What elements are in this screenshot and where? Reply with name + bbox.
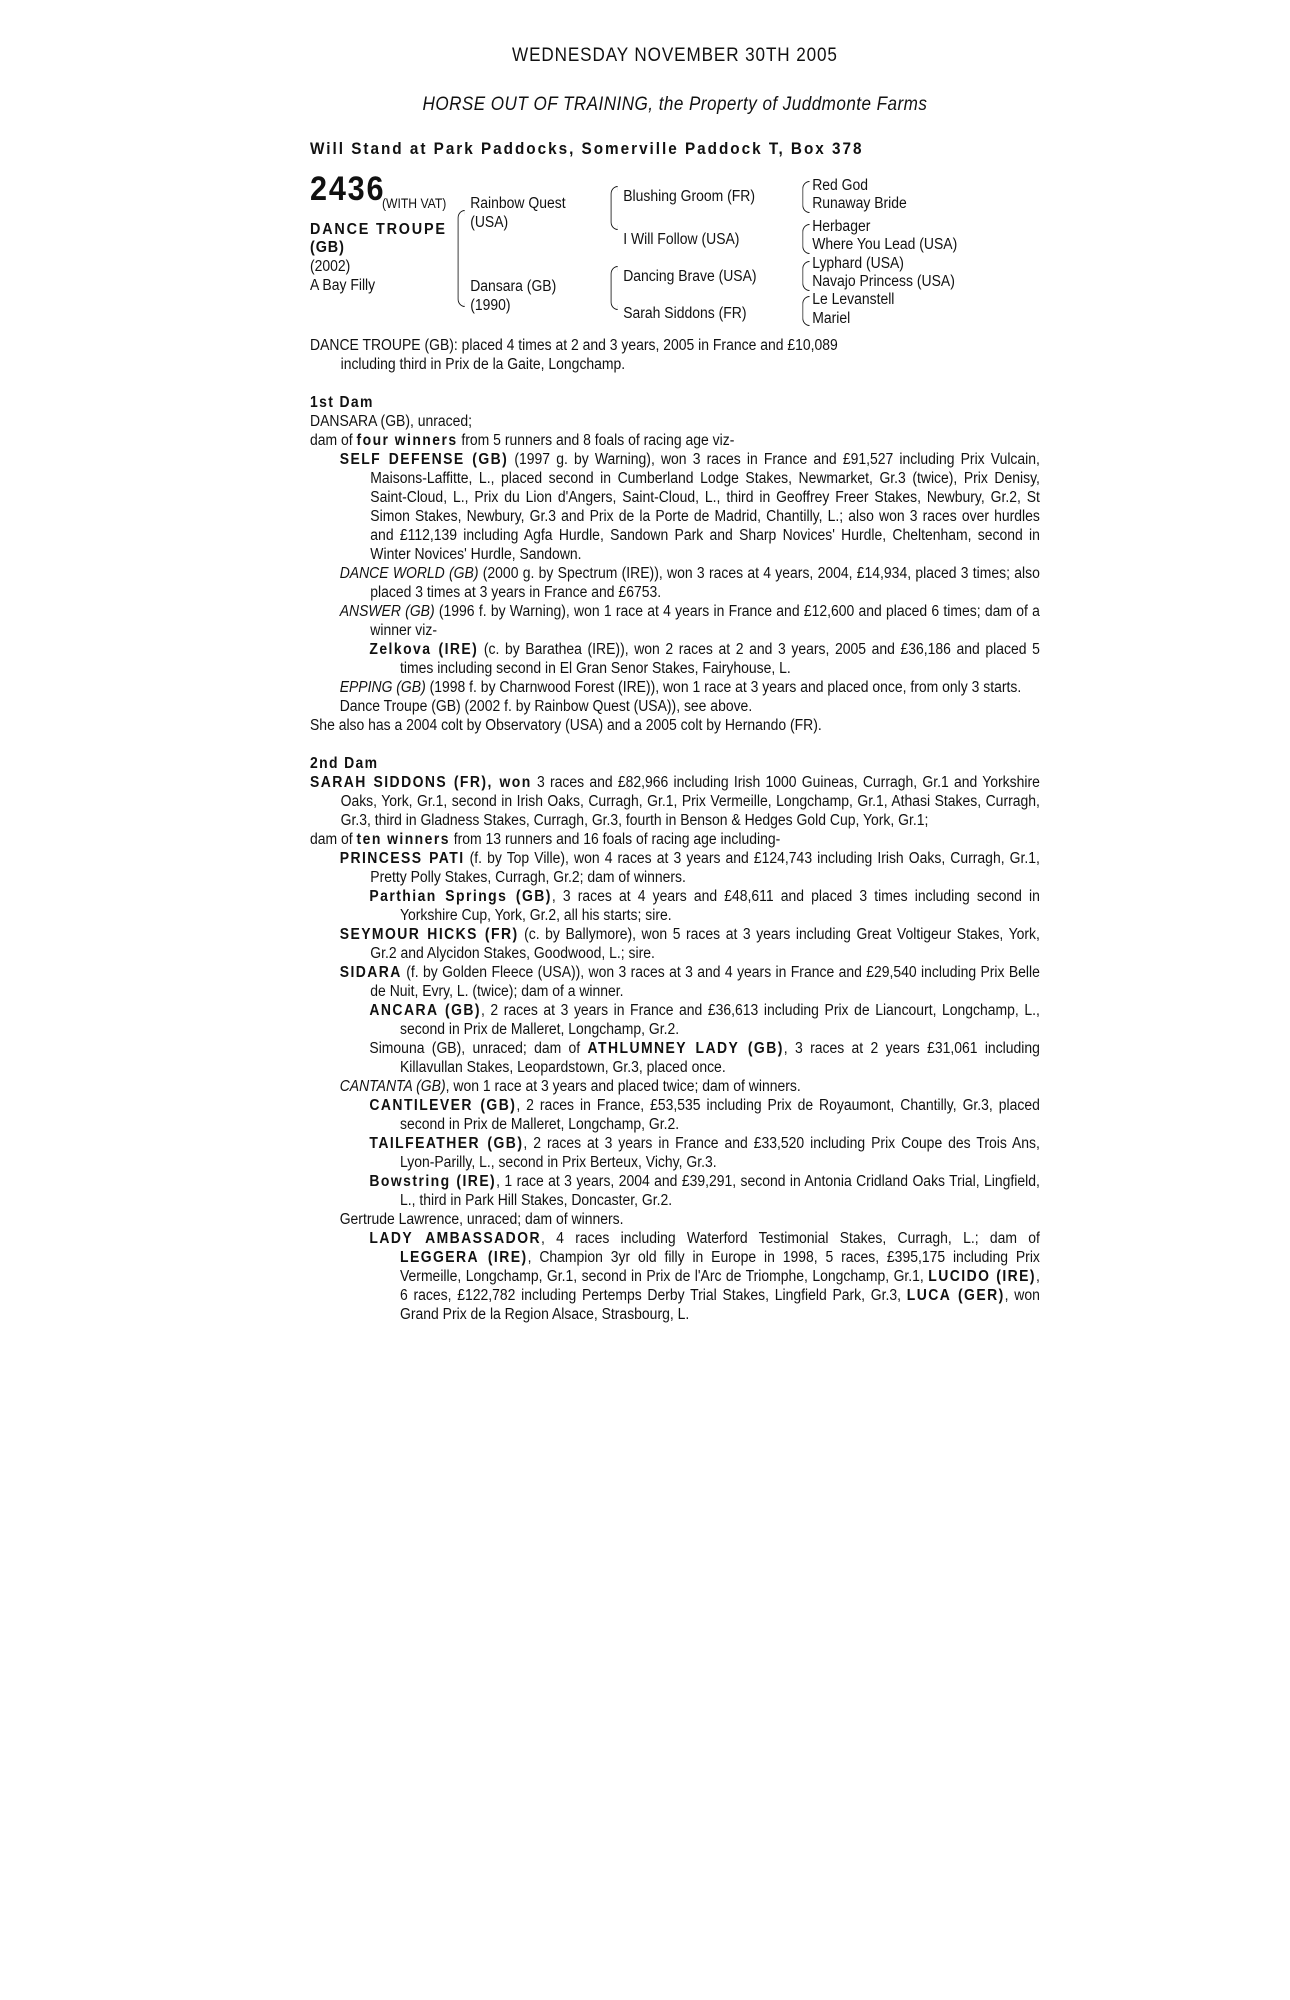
horse-year: (2002): [310, 258, 351, 275]
pedigree-brace-main: [458, 210, 465, 307]
pedigree-sire-sire: Blushing Groom (FR): [623, 188, 755, 205]
pedigree-sire: Rainbow Quest: [470, 195, 566, 212]
sale-date: WEDNESDAY NOVEMBER 30TH 2005: [512, 45, 838, 66]
pedigree-dds: Le Levanstell: [812, 291, 895, 308]
produce-bowstring: Bowstring (IRE), 1 race at 3 years, 2004 and £39,291, second in Antonia Cridland Oaks Trial, Lingfield, L., third in Park Hill Stakes, Doncaster, Gr.2.: [369, 1173, 1040, 1209]
produce-cantanta: CANTANTA (GB), won 1 race at 3 years and placed twice; dam of winners.: [339, 1078, 801, 1095]
produce-lady-ambassador: LADY AMBASSADOR, 4 races including Waterford Testimonial Stakes, Curragh, L.; dam of LEGGERA (IRE), Champion 3yr old filly in Europe in 1998, 5 races, £395,175 including Prix Vermeille, Longchamp, Gr.1, second in Prix de l'Arc de Triomphe, Longchamp, Gr.1, LUCIDO (IRE), 6 races, £122,782 including Pertemps Derby Trial Stakes, Lingfield Park, Gr.3, LUCA (GER), won Grand Prix de la Region Alsace, Strasbourg, L.: [369, 1230, 1040, 1323]
pedigree-dam-dam: Sarah Siddons (FR): [623, 305, 747, 322]
pedigree-dsd: Navajo Princess (USA): [812, 273, 955, 290]
produce-cantilever: CANTILEVER (GB), 2 races in France, £53,535 including Prix de Royaumont, Chantilly, Gr.3, placed second in Prix de Malleret, Longchamp, Gr.2.: [369, 1097, 1040, 1133]
produce-simouna: Simouna (GB), unraced; dam of ATHLUMNEY LADY (GB), 3 races at 2 years £31,061 including Killavullan Stakes, Leopardstown, Gr.3, placed once.: [369, 1040, 1040, 1076]
pedigree-brace-dam: [611, 266, 618, 310]
summary-line1: DANCE TROUPE (GB): placed 4 times at 2 and 3 years, 2005 in France and £10,089: [310, 337, 838, 354]
pedigree-brace-ds: [802, 261, 809, 291]
pedigree-dam-year: (1990): [470, 297, 511, 314]
pedigree-brace-sd: [802, 224, 809, 254]
pedigree-brace-dd: [802, 296, 809, 326]
catalogue-text: [310, 336, 1040, 1324]
pedigree-brace-ss: [802, 181, 809, 213]
produce-gertrude-lawrence: Gertrude Lawrence, unraced; dam of winners.: [339, 1211, 624, 1228]
horse-description: A Bay Filly: [310, 277, 376, 294]
first-dam-also: She also has a 2004 colt by Observatory (USA) and a 2005 colt by Hernando (FR).: [310, 717, 822, 734]
lot-vat: (WITH VAT): [382, 196, 447, 211]
sale-subtitle: HORSE OUT OF TRAINING, the Property of Juddmonte Farms: [422, 94, 928, 115]
first-dam-intro: DANSARA (GB), unraced;: [310, 413, 473, 430]
first-dam-produce: dam of four winners from 5 runners and 8 foals of racing age viz-: [310, 432, 735, 449]
pedigree-sss: Red God: [812, 177, 869, 194]
pedigree-sire-country: (USA): [470, 214, 509, 231]
pedigree-sdd: Where You Lead (USA): [812, 236, 958, 253]
pedigree-ssd: Runaway Bride: [812, 195, 907, 212]
pedigree-dam: Dansara (GB): [470, 278, 557, 295]
summary-line2: including third in Prix de la Gaite, Longchamp.: [340, 356, 626, 373]
stand-location: Will Stand at Park Paddocks, Somerville Paddock T, Box 378: [310, 139, 864, 158]
first-dam-heading: 1st Dam: [310, 394, 374, 411]
pedigree-sds: Herbager: [812, 218, 871, 235]
second-dam-record: SARAH SIDDONS (FR), won 3 races and £82,966 including Irish 1000 Guineas, Curragh, Gr.1 and Yorkshire Oaks, York, Gr.1, second in Irish Oaks, Curragh, Gr.1, Prix Vermeille, Longchamp, Gr.1, Athasi Stakes, Curragh, Gr.3, third in Gladness Stakes, Curragh, Gr.3, fourth in Benson & Hedges Gold Cup, York, Gr.1;: [310, 774, 1040, 829]
produce-sidara: SIDARA (f. by Golden Fleece (USA)), won 3 races at 3 and 4 years in France and £29,540 including Prix Belle de Nuit, Evry, L. (twice); dam of a winner.: [339, 964, 1040, 1000]
produce-princess-pati: PRINCESS PATI (f. by Top Ville), won 4 races at 3 years and £124,743 including Irish Oaks, Curragh, Gr.1, Pretty Polly Stakes, Curragh, Gr.2; dam of winners.: [339, 850, 1040, 886]
pedigree-dss: Lyphard (USA): [812, 255, 904, 272]
produce-ancara: ANCARA (GB), 2 races at 3 years in France and £36,613 including Prix de Liancourt, Longchamp, L., second in Prix de Malleret, Longchamp, Gr.2.: [369, 1002, 1040, 1038]
produce-tailfeather: TAILFEATHER (GB), 2 races at 3 years in France and £33,520 including Prix Coupe des Trois Ans, Lyon-Parilly, L., second in Prix Berteux, Vichy, Gr.3.: [369, 1135, 1040, 1171]
produce-zelkova: Zelkova (IRE) (c. by Barathea (IRE)), won 2 races at 2 and 3 years, 2005 and £36,186 and placed 5 times including second in El Gran Senor Stakes, Fairyhouse, L.: [369, 641, 1040, 677]
produce-dance-world: DANCE WORLD (GB) (2000 g. by Spectrum (IRE)), won 3 races at 4 years, 2004, £14,934, placed 3 times; also placed 3 times at 3 years in France and £6753.: [339, 565, 1040, 601]
produce-dance-troupe: Dance Troupe (GB) (2002 f. by Rainbow Quest (USA)), see above.: [339, 698, 753, 715]
produce-seymour-hicks: SEYMOUR HICKS (FR) (c. by Ballymore), won 5 races at 3 years including Great Voltigeur Stakes, York, Gr.2 and Alycidon Stakes, Goodwood, L.; sire.: [339, 926, 1040, 962]
pedigree-ddd: Mariel: [812, 310, 851, 327]
pedigree-dam-sire: Dancing Brave (USA): [623, 268, 757, 285]
pedigree-sire-dam: I Will Follow (USA): [623, 231, 740, 248]
pedigree-brace-sire: [611, 186, 618, 230]
second-dam-produce: dam of ten winners from 13 runners and 16 foals of racing age including-: [310, 831, 781, 848]
produce-answer: ANSWER (GB) (1996 f. by Warning), won 1 race at 4 years in France and £12,600 and placed 6 times; dam of a winner viz-: [339, 603, 1040, 639]
lot-block: [310, 170, 1040, 330]
second-dam-heading: 2nd Dam: [310, 755, 379, 772]
horse-name: DANCE TROUPE: [310, 221, 447, 238]
produce-parthian-springs: Parthian Springs (GB), 3 races at 4 years and £48,611 and placed 3 times including second in Yorkshire Cup, York, Gr.2, all his starts; sire.: [369, 888, 1040, 924]
horse-country: (GB): [310, 239, 345, 256]
produce-self-defense: SELF DEFENSE (GB) (1997 g. by Warning), won 3 races in France and £91,527 including Prix Vulcain, Maisons-Laffitte, L., placed second in Cumberland Lodge Stakes, Newmarket, Gr.3 (twice), Prix Denisy, Saint-Cloud, L., Prix du Lion d'Angers, Saint-Cloud, L., third in Geoffrey Freer Stakes, Newbury, Gr.2, St Simon Stakes, Newbury, Gr.3 and Prix de la Porte de Madrid, Chantilly, L.; also won 3 races over hurdles and £112,139 including Agfa Hurdle, Sandown Park and Sharp Novices' Hurdle, Cheltenham, second in Winter Novices' Hurdle, Sandown.: [339, 451, 1040, 563]
produce-epping: EPPING (GB) (1998 f. by Charnwood Forest (IRE)), won 1 race at 3 years and placed once, from only 3 starts.: [339, 679, 1022, 696]
lot-number: 2436: [310, 170, 386, 208]
